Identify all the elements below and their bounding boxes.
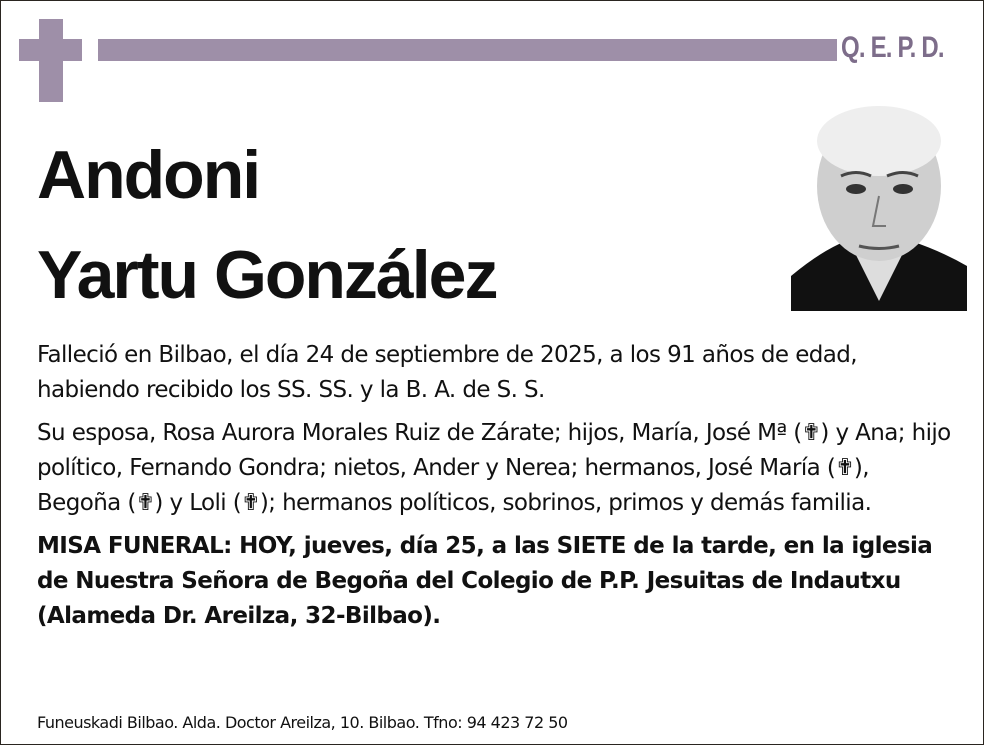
funeral-home-footer: Funeuskadi Bilbao. Alda. Doctor Areilza, 10. Bilbao. Tfno: 94 423 72 50 — [37, 713, 568, 732]
cross-icon-arm — [19, 39, 82, 61]
deceased-surname: Yartu González — [37, 237, 497, 313]
deceased-first-name: Andoni — [37, 137, 260, 213]
death-notice: Falleció en Bilbao, el día 24 de septiembre de 2025, a los 91 años de edad, habiendo recibido los SS. SS. y la B. A. de S. S. — [37, 342, 857, 403]
portrait-photo — [791, 101, 967, 311]
family-list: Su esposa, Rosa Aurora Morales Ruiz de Zárate; hijos, María, José Mª (✟) y Ana; hijo político, Fernando Gondra; nietos, Ander y Nerea; hermanos, José María (✟), Begoña (✟) y Loli (✟); hermanos políticos, sobrinos, primos y demás familia. — [37, 420, 951, 516]
obituary-text — [37, 338, 957, 642]
header-bar — [98, 39, 837, 61]
qepd-label: Q. E. P. D. — [841, 31, 944, 64]
funeral-mass-info: MISA FUNERAL: HOY, jueves, día 25, a las SIETE de la tarde, en la iglesia de Nuestra Señora de Begoña del Colegio de P.P. Jesuitas de Indautxu (Alameda Dr. Areilza, 32-Bilbao). — [37, 533, 933, 629]
